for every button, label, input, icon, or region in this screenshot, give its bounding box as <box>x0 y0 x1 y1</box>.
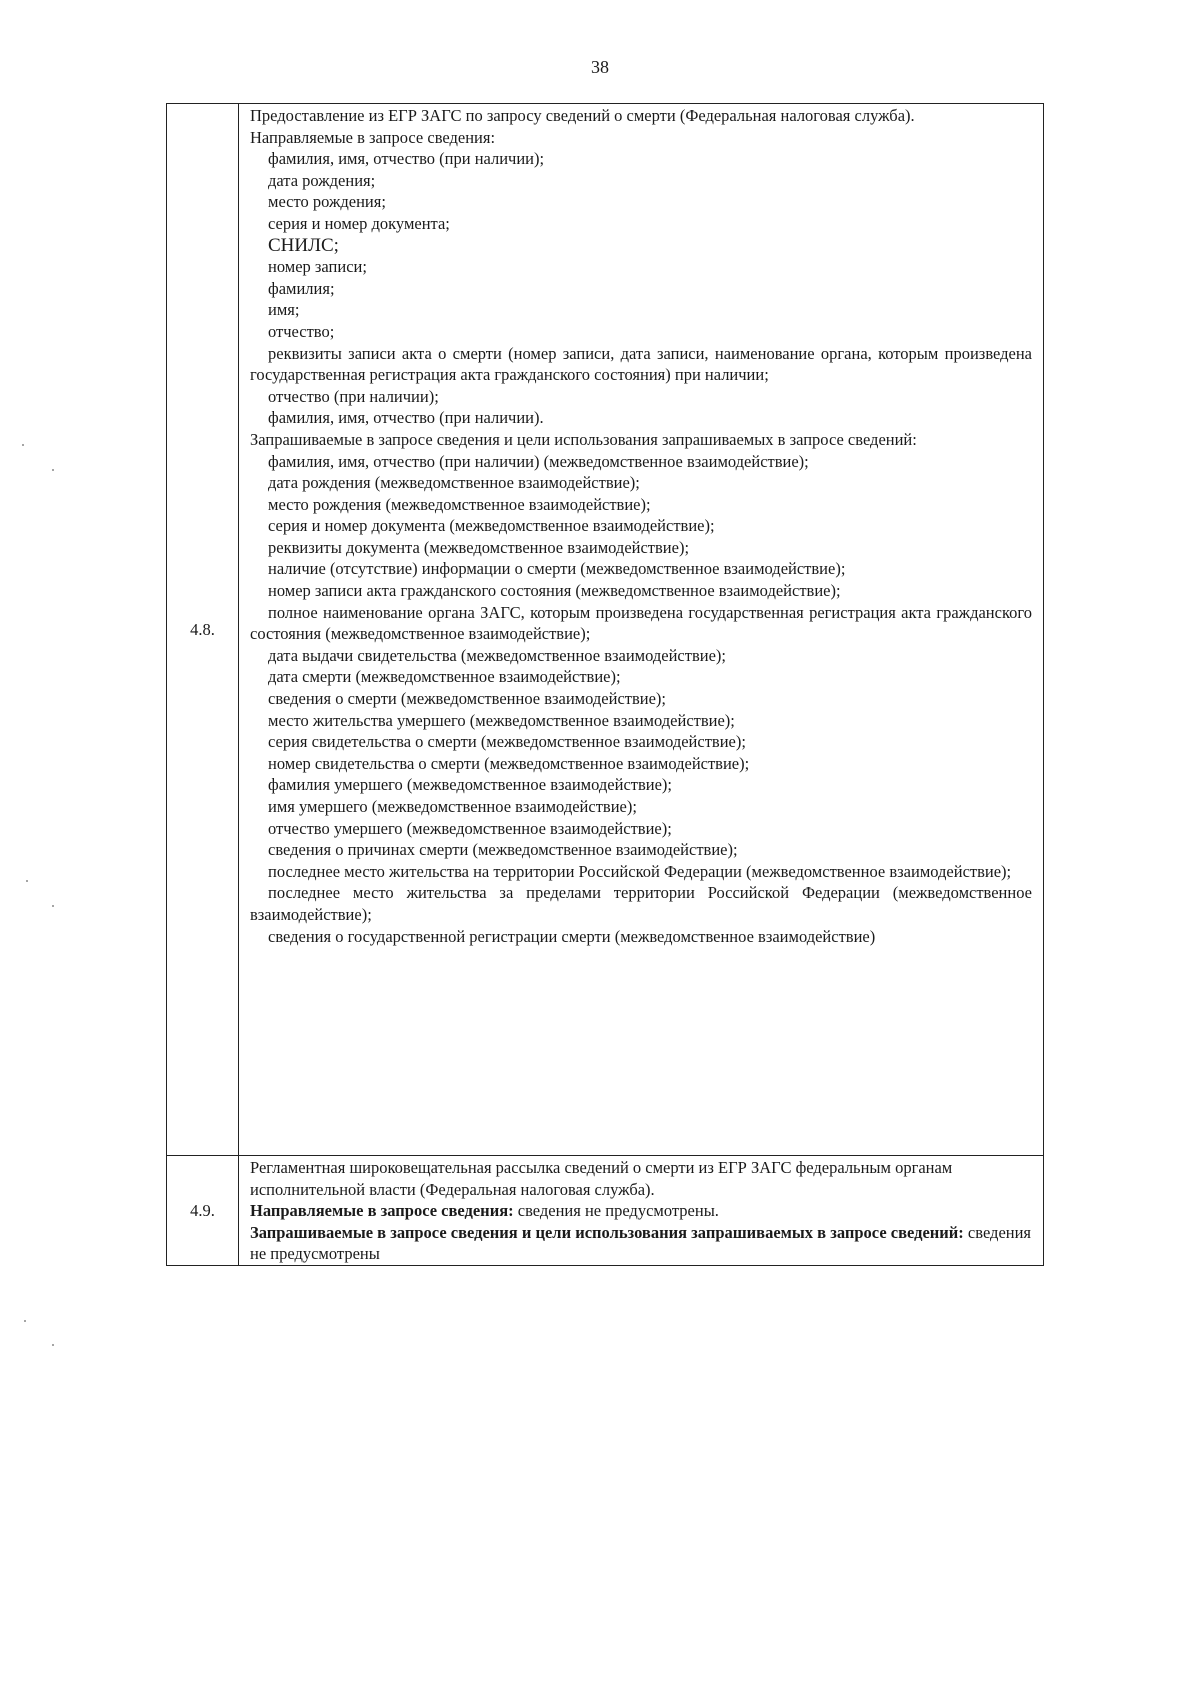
scan-speck <box>52 1344 54 1346</box>
sent-info-label: Направляемые в запросе сведения: <box>250 1201 514 1221</box>
content-line: СНИЛС; <box>268 234 339 256</box>
sent-info-value: сведения не предусмотрены. <box>513 1201 719 1221</box>
content-line: последнее место жительства за пределами территории Российской Федерации (межведомственное взаимодействие); <box>250 883 1032 924</box>
row-content <box>239 104 1044 1156</box>
content-line: наличие (отсутствие) информации о смерти (межведомственное взаимодействие); <box>268 559 846 579</box>
content-line: Направляемые в запросе сведения: <box>250 127 496 147</box>
content-line: фамилия; <box>268 278 335 298</box>
content-line: дата рождения; <box>268 170 376 190</box>
content-line: место рождения; <box>268 192 386 212</box>
row-number: 4.8. <box>167 104 239 1156</box>
content-line: дата смерти (межведомственное взаимодействие); <box>268 667 621 687</box>
content-line: отчество умершего (межведомственное взаимодействие); <box>268 818 672 838</box>
content-line: дата рождения (межведомственное взаимодействие); <box>268 473 640 493</box>
content-line: сведения о причинах смерти (межведомственное взаимодействие); <box>268 840 738 860</box>
scan-speck <box>22 444 24 446</box>
table-row-4-9 <box>167 1156 1044 1266</box>
requested-info-value: сведения не предусмотрены <box>250 1222 1032 1264</box>
content-line: Предоставление из ЕГР ЗАГС по запросу сведений о смерти (Федеральная налоговая служба). <box>250 106 915 125</box>
row-number: 4.9. <box>167 1156 239 1266</box>
scan-speck <box>26 880 28 882</box>
requested-info-line <box>250 1222 1032 1265</box>
content-line: фамилия, имя, отчество (при наличии) (межведомственное взаимодействие); <box>268 451 809 471</box>
content-line: отчество (при наличии); <box>268 386 439 406</box>
content-line: фамилия, имя, отчество (при наличии). <box>268 408 544 428</box>
content-line: место рождения (межведомственное взаимодействие); <box>268 494 651 514</box>
content-line: серия свидетельства о смерти (межведомственное взаимодействие); <box>268 732 746 752</box>
services-table <box>166 103 1044 1266</box>
content-line: номер свидетельства о смерти (межведомственное взаимодействие); <box>268 753 750 773</box>
content-line: дата выдачи свидетельства (межведомственное взаимодействие); <box>268 645 726 665</box>
table-row-4-8 <box>167 104 1044 1156</box>
content-line: Запрашиваемые в запросе сведения и цели использования запрашиваемых в запросе сведений: <box>250 429 917 449</box>
content-line: последнее место жительства на территории Российской Федерации (межведомственное взаимодействие); <box>268 861 1012 881</box>
content-line: сведения о смерти (межведомственное взаимодействие); <box>268 689 667 709</box>
content-line: реквизиты документа (межведомственное взаимодействие); <box>268 537 690 557</box>
content-line: имя умершего (межведомственное взаимодействие); <box>268 797 637 816</box>
content-line: фамилия умершего (межведомственное взаимодействие); <box>268 775 673 795</box>
content-line: место жительства умершего (межведомственное взаимодействие); <box>268 710 735 730</box>
requested-info-label: Запрашиваемые в запросе сведения и цели использования запрашиваемых в запросе сведений: <box>250 1222 964 1242</box>
content-line: полное наименование органа ЗАГС, которым произведена государственная регистрация акта гражданского состояния (межведомственное взаимодействие); <box>250 602 1032 644</box>
scan-speck <box>52 469 54 471</box>
page-number: 38 <box>591 57 609 77</box>
content-line: сведения о государственной регистрации смерти (межведомственное взаимодействие) <box>268 926 876 946</box>
content-line: имя; <box>268 300 300 320</box>
row-content <box>239 1156 1044 1266</box>
content-line: номер записи; <box>268 257 367 277</box>
content-line: отчество; <box>268 321 335 341</box>
content-line: фамилия, имя, отчество (при наличии); <box>268 149 545 169</box>
scan-speck <box>52 905 54 907</box>
row-intro: Регламентная широковещательная рассылка сведений о смерти из ЕГР ЗАГС федеральным органам исполнительной власти (Федеральная налоговая служба). <box>250 1158 953 1199</box>
content-line: серия и номер документа (межведомственное взаимодействие); <box>268 516 715 536</box>
content-line: реквизиты записи акта о смерти (номер записи, дата записи, наименование органа, которым произведена государственная регистрация акта гражданского состояния) при наличии; <box>250 343 1032 385</box>
content-line: серия и номер документа; <box>268 213 450 233</box>
scan-speck <box>24 1320 26 1322</box>
sent-info-line <box>250 1200 1032 1222</box>
content-line: номер записи акта гражданского состояния (межведомственное взаимодействие); <box>268 581 841 601</box>
